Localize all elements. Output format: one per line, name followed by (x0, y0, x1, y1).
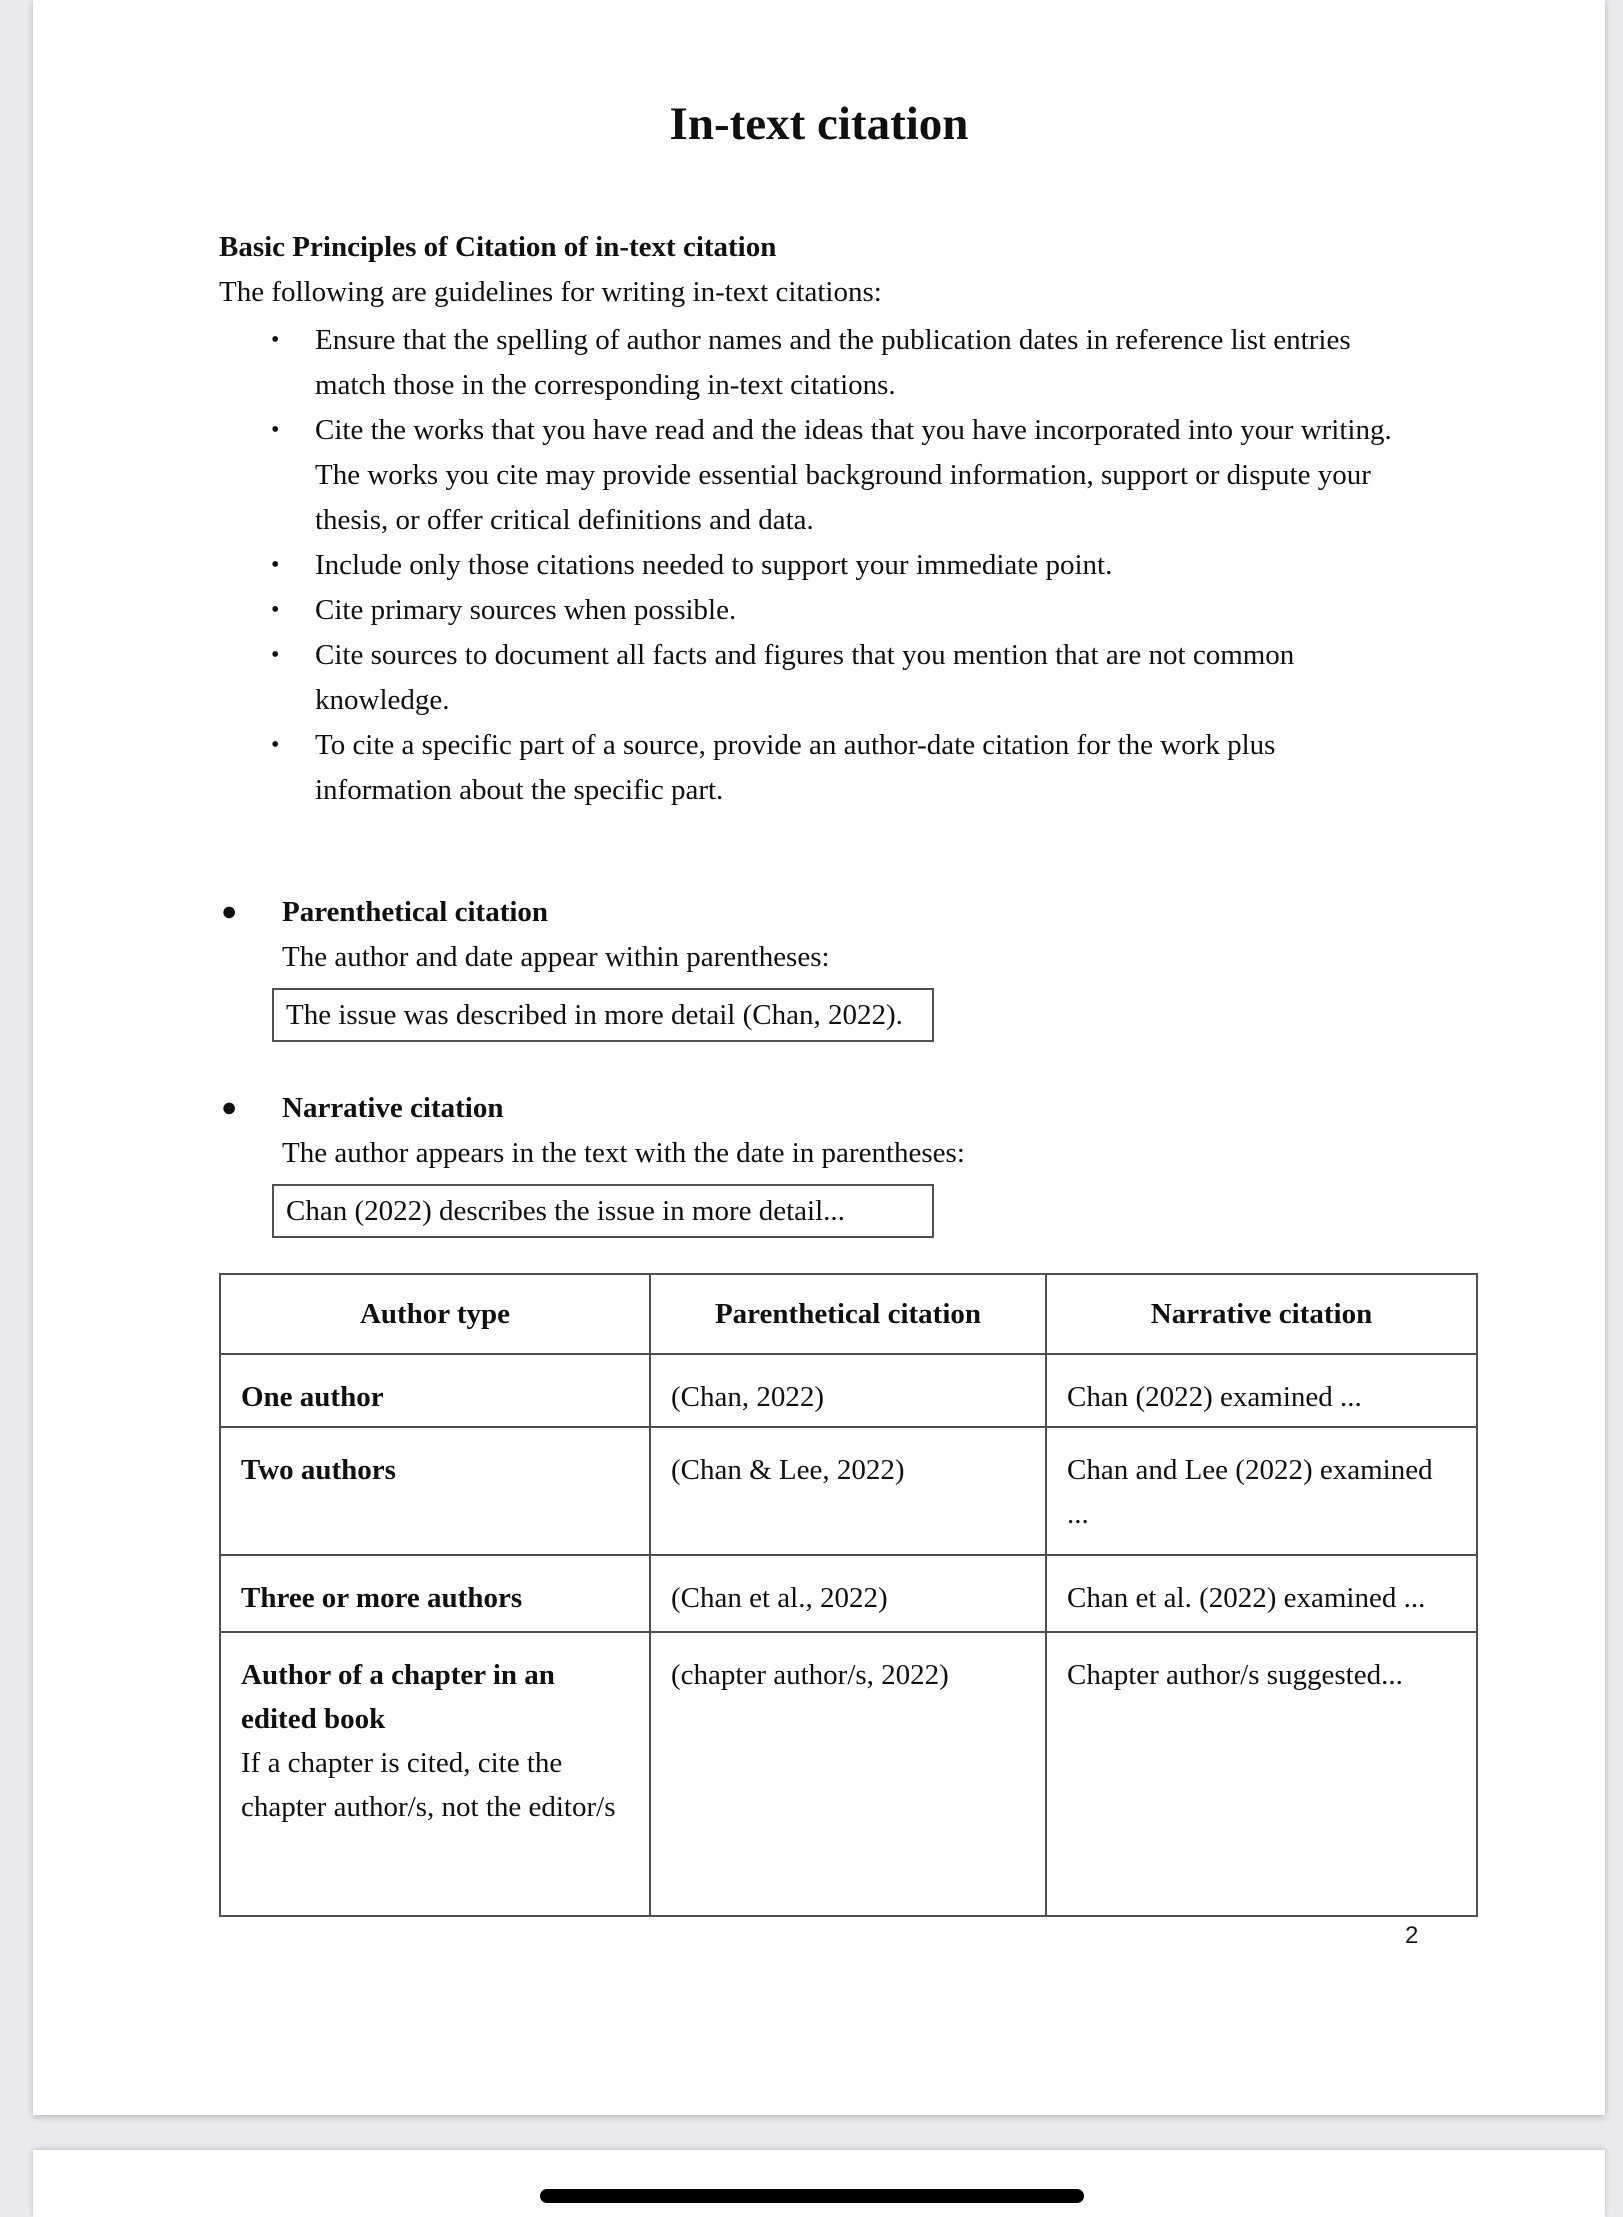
section-title: Narrative citation (282, 1092, 504, 1124)
author-type-title: Author of a chapter in an edited book (241, 1659, 555, 1735)
section-header (219, 890, 1412, 935)
home-indicator-bar[interactable] (540, 2189, 1084, 2203)
section-bullet-icon: ● (221, 1092, 238, 1122)
author-type-cell (220, 1632, 650, 1916)
principles-heading: Basic Principles of Citation of in-text citation (219, 231, 777, 263)
document-page-1 (33, 0, 1605, 2115)
example-text: Chan (2022) describes the issue in more detail... (286, 1194, 845, 1227)
table-row (220, 1632, 1477, 1916)
list-item (219, 723, 1412, 813)
guideline-text: Cite sources to document all facts and figures that you mention that are not common knowledge. (315, 639, 1295, 716)
list-item (219, 633, 1412, 723)
guidelines-list (219, 318, 1412, 813)
author-type-cell: Three or more authors (220, 1555, 650, 1632)
bullet-icon: • (271, 552, 280, 578)
bullet-icon: • (271, 642, 280, 668)
document-page-2-edge (33, 2150, 1605, 2217)
table-row (220, 1555, 1477, 1632)
table-row (220, 1427, 1477, 1555)
column-header-author-type: Author type (220, 1274, 650, 1354)
guideline-text: Cite primary sources when possible. (315, 594, 737, 626)
guideline-text: Include only those citations needed to support your immediate point. (315, 549, 1113, 581)
bullet-icon: • (271, 597, 280, 623)
narrative-cell: Chan and Lee (2022) examined ... (1046, 1427, 1477, 1555)
table-header-row (220, 1274, 1477, 1354)
example-text: The issue was described in more detail (Chan, 2022). (286, 998, 903, 1031)
principles-intro: The following are guidelines for writing in-text citations: (219, 276, 882, 308)
parenthetical-cell: (Chan et al., 2022) (650, 1555, 1046, 1632)
page-number: 2 (1405, 1922, 1419, 1949)
bullet-icon: • (271, 732, 280, 758)
list-item (219, 318, 1412, 408)
citation-types-table (219, 1273, 1478, 1917)
column-header-parenthetical: Parenthetical citation (650, 1274, 1046, 1354)
list-item (219, 588, 1412, 633)
narrative-example-box (272, 1184, 934, 1238)
narrative-cell: Chan (2022) examined ... (1046, 1354, 1477, 1427)
column-header-narrative: Narrative citation (1046, 1274, 1477, 1354)
bullet-icon: • (271, 417, 280, 443)
list-item (219, 543, 1412, 588)
parenthetical-citation-section (219, 890, 1412, 1042)
narrative-cell: Chan et al. (2022) examined ... (1046, 1555, 1477, 1632)
list-item (219, 408, 1412, 543)
section-description: The author appears in the text with the date in parentheses: (282, 1137, 965, 1169)
author-type-note: If a chapter is cited, cite the chapter author/s, not the editor/s (241, 1747, 616, 1823)
section-description: The author and date appear within parentheses: (282, 941, 830, 973)
basic-principles-section (219, 225, 1412, 315)
parenthetical-cell: (chapter author/s, 2022) (650, 1632, 1046, 1916)
section-bullet-icon: ● (221, 896, 238, 926)
table-row (220, 1354, 1477, 1427)
parenthetical-cell: (Chan & Lee, 2022) (650, 1427, 1046, 1555)
guideline-text: Ensure that the spelling of author names and the publication dates in reference list entries match those in the corresponding in-text citations. (315, 324, 1351, 401)
section-header (219, 1086, 1412, 1131)
author-type-cell: Two authors (220, 1427, 650, 1555)
guideline-text: To cite a specific part of a source, provide an author-date citation for the work plus information about the specific part. (315, 729, 1276, 806)
parenthetical-example-box (272, 988, 934, 1042)
bullet-icon: • (271, 327, 280, 353)
guideline-text: Cite the works that you have read and the ideas that you have incorporated into your writing. The works you cite may provide essential background information, support or dispute your thesis, or offer critical definitions and data. (315, 414, 1392, 536)
parenthetical-cell: (Chan, 2022) (650, 1354, 1046, 1427)
author-type-cell: One author (220, 1354, 650, 1427)
section-title: Parenthetical citation (282, 896, 549, 928)
page-title: In-text citation (669, 98, 969, 150)
narrative-cell: Chapter author/s suggested... (1046, 1632, 1477, 1916)
narrative-citation-section (219, 1086, 1412, 1238)
